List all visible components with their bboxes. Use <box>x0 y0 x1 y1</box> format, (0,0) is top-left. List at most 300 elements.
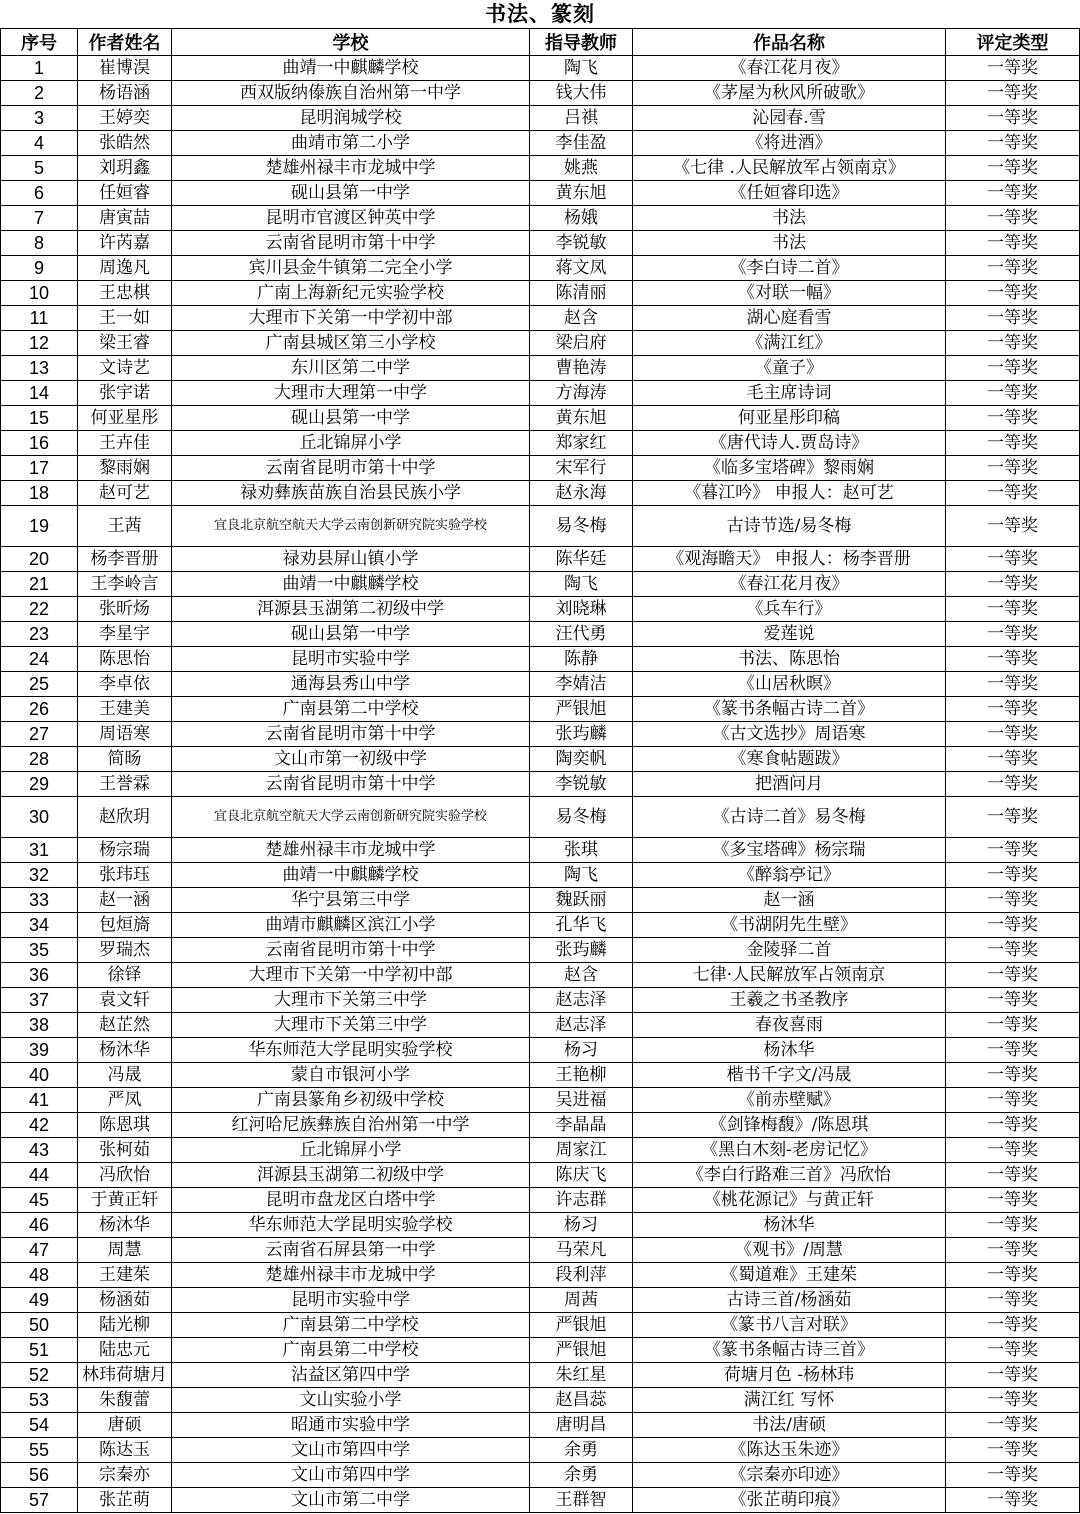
table-row <box>1 356 1080 381</box>
cell-work-title: 书法 <box>633 206 946 231</box>
table-row <box>1 1263 1080 1288</box>
cell-school: 大理市大理第一中学 <box>172 381 530 406</box>
cell-index: 2 <box>1 81 78 106</box>
table-row <box>1 963 1080 988</box>
cell-index: 24 <box>1 647 78 672</box>
cell-school: 洱源县玉湖第二初级中学 <box>172 597 530 622</box>
cell-teacher: 刘晓琳 <box>530 597 633 622</box>
cell-school: 砚山县第一中学 <box>172 622 530 647</box>
cell-author: 王李岭言 <box>78 572 172 597</box>
cell-index: 36 <box>1 963 78 988</box>
cell-author: 陆光柳 <box>78 1313 172 1338</box>
cell-teacher: 余勇 <box>530 1438 633 1463</box>
cell-teacher: 黄东旭 <box>530 406 633 431</box>
header-school: 学校 <box>172 29 530 56</box>
cell-school: 禄劝县屏山镇小学 <box>172 547 530 572</box>
table-row <box>1 913 1080 938</box>
cell-author: 徐铎 <box>78 963 172 988</box>
cell-author: 赵一涵 <box>78 888 172 913</box>
table-row <box>1 1188 1080 1213</box>
cell-school: 昆明润城学校 <box>172 106 530 131</box>
cell-work-title: 《兵车行》 <box>633 597 946 622</box>
cell-work-title: 《春江花月夜》 <box>633 572 946 597</box>
cell-award-type: 一等奖 <box>946 1438 1080 1463</box>
cell-work-title: 楷书千字文/冯晟 <box>633 1063 946 1088</box>
cell-teacher: 李婧洁 <box>530 672 633 697</box>
table-row <box>1 797 1080 838</box>
cell-teacher: 杨习 <box>530 1038 633 1063</box>
cell-author: 许芮嘉 <box>78 231 172 256</box>
cell-author: 陈达玉 <box>78 1438 172 1463</box>
table-row <box>1 1088 1080 1113</box>
cell-school: 昆明市官渡区钟英中学 <box>172 206 530 231</box>
cell-work-title: 《张芷萌印痕》 <box>633 1488 946 1513</box>
cell-teacher: 曹艳涛 <box>530 356 633 381</box>
cell-author: 周慧 <box>78 1238 172 1263</box>
table-header-row <box>1 29 1080 56</box>
table-row <box>1 306 1080 331</box>
cell-author: 赵欣玥 <box>78 797 172 838</box>
cell-index: 10 <box>1 281 78 306</box>
table-row <box>1 181 1080 206</box>
cell-school: 曲靖一中麒麟学校 <box>172 572 530 597</box>
cell-work-title: 《观海瞻天》 申报人：杨李晋册 <box>633 547 946 572</box>
cell-school: 大理市下关第三中学 <box>172 988 530 1013</box>
cell-teacher: 钱大伟 <box>530 81 633 106</box>
cell-school: 华东师范大学昆明实验学校 <box>172 1038 530 1063</box>
cell-work-title: 《陈达玉朱迹》 <box>633 1438 946 1463</box>
table-row <box>1 697 1080 722</box>
cell-teacher: 郑家红 <box>530 431 633 456</box>
cell-author: 杨沐华 <box>78 1213 172 1238</box>
cell-award-type: 一等奖 <box>946 938 1080 963</box>
cell-award-type: 一等奖 <box>946 547 1080 572</box>
cell-index: 46 <box>1 1213 78 1238</box>
cell-teacher: 陶飞 <box>530 863 633 888</box>
cell-work-title: 何亚星彤印稿 <box>633 406 946 431</box>
cell-author: 于黄正轩 <box>78 1188 172 1213</box>
cell-author: 周语寒 <box>78 722 172 747</box>
table-row <box>1 106 1080 131</box>
cell-teacher: 姚燕 <box>530 156 633 181</box>
cell-work-title: 《古文选抄》周语寒 <box>633 722 946 747</box>
cell-work-title: 《剑锋梅馥》/陈恩琪 <box>633 1113 946 1138</box>
cell-teacher: 余勇 <box>530 1463 633 1488</box>
cell-work-title: 古诗三首/杨涵茹 <box>633 1288 946 1313</box>
cell-author: 陈思怡 <box>78 647 172 672</box>
cell-school: 宾川县金牛镇第二完全小学 <box>172 256 530 281</box>
cell-award-type: 一等奖 <box>946 1413 1080 1438</box>
cell-index: 6 <box>1 181 78 206</box>
cell-work-title: 毛主席诗词 <box>633 381 946 406</box>
cell-work-title: 书法 <box>633 231 946 256</box>
cell-work-title: 《蜀道难》王建茱 <box>633 1263 946 1288</box>
cell-teacher: 杨娥 <box>530 206 633 231</box>
cell-school: 云南省昆明市第十中学 <box>172 772 530 797</box>
table-row <box>1 406 1080 431</box>
cell-author: 王卉佳 <box>78 431 172 456</box>
table-row <box>1 1038 1080 1063</box>
cell-author: 张芷萌 <box>78 1488 172 1513</box>
cell-index: 44 <box>1 1163 78 1188</box>
cell-award-type: 一等奖 <box>946 988 1080 1013</box>
cell-work-title: 满江红 写怀 <box>633 1388 946 1413</box>
table-row <box>1 838 1080 863</box>
cell-award-type: 一等奖 <box>946 381 1080 406</box>
cell-author: 林玮荷塘月 <box>78 1363 172 1388</box>
awards-table <box>0 28 1080 1513</box>
cell-index: 37 <box>1 988 78 1013</box>
cell-award-type: 一等奖 <box>946 722 1080 747</box>
table-row <box>1 1338 1080 1363</box>
cell-work-title: 《将进酒》 <box>633 131 946 156</box>
cell-school: 华东师范大学昆明实验学校 <box>172 1213 530 1238</box>
cell-school: 云南省昆明市第十中学 <box>172 456 530 481</box>
cell-work-title: 《宗秦亦印迹》 <box>633 1463 946 1488</box>
cell-teacher: 张玙麟 <box>530 938 633 963</box>
cell-school: 广南上海新纪元实验学校 <box>172 281 530 306</box>
cell-author: 赵芷然 <box>78 1013 172 1038</box>
cell-index: 8 <box>1 231 78 256</box>
cell-award-type: 一等奖 <box>946 1088 1080 1113</box>
table-row <box>1 1138 1080 1163</box>
cell-award-type: 一等奖 <box>946 838 1080 863</box>
cell-index: 9 <box>1 256 78 281</box>
table-row <box>1 1488 1080 1513</box>
cell-teacher: 王群智 <box>530 1488 633 1513</box>
cell-award-type: 一等奖 <box>946 1263 1080 1288</box>
cell-work-title: 《古诗二首》易冬梅 <box>633 797 946 838</box>
cell-teacher: 唐明昌 <box>530 1413 633 1438</box>
table-row <box>1 988 1080 1013</box>
table-row <box>1 281 1080 306</box>
cell-author: 唐寅喆 <box>78 206 172 231</box>
cell-work-title: 《书湖阴先生壁》 <box>633 913 946 938</box>
cell-index: 18 <box>1 481 78 506</box>
cell-award-type: 一等奖 <box>946 256 1080 281</box>
cell-school: 华宁县第三中学 <box>172 888 530 913</box>
cell-index: 23 <box>1 622 78 647</box>
cell-author: 简旸 <box>78 747 172 772</box>
cell-teacher: 严银旭 <box>530 1313 633 1338</box>
cell-school: 曲靖一中麒麟学校 <box>172 863 530 888</box>
table-row <box>1 1288 1080 1313</box>
cell-teacher: 易冬梅 <box>530 506 633 547</box>
cell-school: 红河哈尼族彝族自治州第一中学 <box>172 1113 530 1138</box>
cell-school: 砚山县第一中学 <box>172 406 530 431</box>
table-row <box>1 572 1080 597</box>
cell-index: 32 <box>1 863 78 888</box>
cell-work-title: 书法/唐硕 <box>633 1413 946 1438</box>
cell-author: 王婷奕 <box>78 106 172 131</box>
header-award-type: 评定类型 <box>946 29 1080 56</box>
cell-award-type: 一等奖 <box>946 597 1080 622</box>
cell-work-title: 荷塘月色 -杨林玮 <box>633 1363 946 1388</box>
cell-award-type: 一等奖 <box>946 1038 1080 1063</box>
cell-award-type: 一等奖 <box>946 1013 1080 1038</box>
cell-school: 文山实验小学 <box>172 1388 530 1413</box>
cell-teacher: 李锐敏 <box>530 231 633 256</box>
cell-author: 王建茱 <box>78 1263 172 1288</box>
cell-work-title: 《桃花源记》与黄正轩 <box>633 1188 946 1213</box>
cell-school: 广南县篆角乡初级中学校 <box>172 1088 530 1113</box>
cell-school: 曲靖市麒麟区滨江小学 <box>172 913 530 938</box>
cell-index: 25 <box>1 672 78 697</box>
cell-school: 广南县第二中学校 <box>172 697 530 722</box>
cell-work-title: 《唐代诗人.贾岛诗》 <box>633 431 946 456</box>
cell-award-type: 一等奖 <box>946 1488 1080 1513</box>
table-body <box>1 56 1080 1513</box>
cell-work-title: 《观书》/周慧 <box>633 1238 946 1263</box>
cell-author: 冯晟 <box>78 1063 172 1088</box>
table-row <box>1 1113 1080 1138</box>
cell-school: 广南县第二中学校 <box>172 1313 530 1338</box>
cell-school: 大理市下关第三中学 <box>172 1013 530 1038</box>
table-row <box>1 1238 1080 1263</box>
cell-work-title: 湖心庭看雪 <box>633 306 946 331</box>
cell-award-type: 一等奖 <box>946 1113 1080 1138</box>
cell-work-title: 《春江花月夜》 <box>633 56 946 81</box>
table-row <box>1 56 1080 81</box>
cell-school: 通海县秀山中学 <box>172 672 530 697</box>
cell-author: 王茜 <box>78 506 172 547</box>
cell-teacher: 周茜 <box>530 1288 633 1313</box>
cell-author: 张柯茹 <box>78 1138 172 1163</box>
table-row <box>1 156 1080 181</box>
cell-index: 14 <box>1 381 78 406</box>
cell-school: 大理市下关第一中学初中部 <box>172 963 530 988</box>
cell-author: 王一如 <box>78 306 172 331</box>
cell-school: 丘北锦屏小学 <box>172 1138 530 1163</box>
cell-teacher: 方海涛 <box>530 381 633 406</box>
cell-author: 严凤 <box>78 1088 172 1113</box>
cell-index: 53 <box>1 1388 78 1413</box>
cell-award-type: 一等奖 <box>946 1213 1080 1238</box>
cell-teacher: 严银旭 <box>530 697 633 722</box>
cell-work-title: 杨沐华 <box>633 1213 946 1238</box>
cell-teacher: 赵志泽 <box>530 988 633 1013</box>
cell-author: 杨语涵 <box>78 81 172 106</box>
cell-teacher: 赵永海 <box>530 481 633 506</box>
table-row <box>1 506 1080 547</box>
cell-author: 朱馥蕾 <box>78 1388 172 1413</box>
cell-school: 文山市第四中学 <box>172 1438 530 1463</box>
cell-index: 29 <box>1 772 78 797</box>
cell-teacher: 黄东旭 <box>530 181 633 206</box>
cell-index: 19 <box>1 506 78 547</box>
cell-award-type: 一等奖 <box>946 1238 1080 1263</box>
cell-school: 宜良北京航空航天大学云南创新研究院实验学校 <box>172 506 530 547</box>
cell-award-type: 一等奖 <box>946 1063 1080 1088</box>
cell-index: 40 <box>1 1063 78 1088</box>
cell-teacher: 赵昌蕊 <box>530 1388 633 1413</box>
cell-author: 王建美 <box>78 697 172 722</box>
cell-author: 崔博淏 <box>78 56 172 81</box>
table-row <box>1 456 1080 481</box>
cell-school: 文山市第一初级中学 <box>172 747 530 772</box>
cell-teacher: 李晶晶 <box>530 1113 633 1138</box>
table-row <box>1 597 1080 622</box>
cell-school: 沾益区第四中学 <box>172 1363 530 1388</box>
cell-teacher: 宋军行 <box>530 456 633 481</box>
cell-index: 15 <box>1 406 78 431</box>
cell-work-title: 《对联一幅》 <box>633 281 946 306</box>
cell-work-title: 《暮江吟》 申报人：赵可艺 <box>633 481 946 506</box>
cell-teacher: 陶奕帆 <box>530 747 633 772</box>
cell-author: 杨涵茹 <box>78 1288 172 1313</box>
cell-author: 杨宗瑞 <box>78 838 172 863</box>
cell-index: 12 <box>1 331 78 356</box>
page-title: 书法、篆刻 <box>485 1 595 26</box>
header-work-title: 作品名称 <box>633 29 946 56</box>
cell-index: 28 <box>1 747 78 772</box>
table-row <box>1 1388 1080 1413</box>
cell-award-type: 一等奖 <box>946 1163 1080 1188</box>
cell-work-title: 把酒问月 <box>633 772 946 797</box>
cell-index: 55 <box>1 1438 78 1463</box>
cell-award-type: 一等奖 <box>946 1463 1080 1488</box>
table-row <box>1 381 1080 406</box>
table-row <box>1 431 1080 456</box>
table-row <box>1 331 1080 356</box>
cell-award-type: 一等奖 <box>946 281 1080 306</box>
cell-award-type: 一等奖 <box>946 622 1080 647</box>
cell-work-title: 七律·人民解放军占领南京 <box>633 963 946 988</box>
cell-work-title: 赵一涵 <box>633 888 946 913</box>
table-row <box>1 747 1080 772</box>
cell-award-type: 一等奖 <box>946 456 1080 481</box>
cell-index: 50 <box>1 1313 78 1338</box>
cell-index: 31 <box>1 838 78 863</box>
cell-index: 34 <box>1 913 78 938</box>
cell-index: 45 <box>1 1188 78 1213</box>
cell-index: 22 <box>1 597 78 622</box>
cell-school: 昆明市盘龙区白塔中学 <box>172 1188 530 1213</box>
table-row <box>1 772 1080 797</box>
cell-author: 唐硕 <box>78 1413 172 1438</box>
cell-award-type: 一等奖 <box>946 572 1080 597</box>
cell-index: 38 <box>1 1013 78 1038</box>
cell-index: 13 <box>1 356 78 381</box>
cell-index: 1 <box>1 56 78 81</box>
table-row <box>1 863 1080 888</box>
cell-index: 54 <box>1 1413 78 1438</box>
cell-work-title: 《七律 .人民解放军占领南京》 <box>633 156 946 181</box>
cell-school: 楚雄州禄丰市龙城中学 <box>172 1263 530 1288</box>
cell-index: 42 <box>1 1113 78 1138</box>
cell-author: 杨沐华 <box>78 1038 172 1063</box>
table-row <box>1 1363 1080 1388</box>
cell-work-title: 《篆书条幅古诗二首》 <box>633 697 946 722</box>
table-row <box>1 622 1080 647</box>
cell-author: 张宇诺 <box>78 381 172 406</box>
header-index: 序号 <box>1 29 78 56</box>
cell-work-title: 《童子》 <box>633 356 946 381</box>
table-row <box>1 672 1080 697</box>
cell-index: 21 <box>1 572 78 597</box>
cell-author: 王誉霖 <box>78 772 172 797</box>
cell-teacher: 陈华廷 <box>530 547 633 572</box>
cell-award-type: 一等奖 <box>946 81 1080 106</box>
cell-school: 丘北锦屏小学 <box>172 431 530 456</box>
cell-award-type: 一等奖 <box>946 1288 1080 1313</box>
cell-school: 广南县第二中学校 <box>172 1338 530 1363</box>
table-row <box>1 888 1080 913</box>
cell-index: 41 <box>1 1088 78 1113</box>
cell-award-type: 一等奖 <box>946 913 1080 938</box>
cell-teacher: 陶飞 <box>530 56 633 81</box>
cell-school: 楚雄州禄丰市龙城中学 <box>172 156 530 181</box>
cell-teacher: 吴进福 <box>530 1088 633 1113</box>
cell-index: 7 <box>1 206 78 231</box>
cell-work-title: 《任姮睿印选》 <box>633 181 946 206</box>
cell-award-type: 一等奖 <box>946 1338 1080 1363</box>
cell-school: 曲靖市第二小学 <box>172 131 530 156</box>
cell-teacher: 陶飞 <box>530 572 633 597</box>
cell-index: 52 <box>1 1363 78 1388</box>
cell-school: 昆明市实验中学 <box>172 1288 530 1313</box>
cell-teacher: 张玙麟 <box>530 722 633 747</box>
cell-author: 刘玥鑫 <box>78 156 172 181</box>
cell-award-type: 一等奖 <box>946 106 1080 131</box>
cell-school: 禄劝彝族苗族自治县民族小学 <box>172 481 530 506</box>
cell-school: 蒙自市银河小学 <box>172 1063 530 1088</box>
cell-index: 11 <box>1 306 78 331</box>
cell-index: 4 <box>1 131 78 156</box>
cell-author: 李卓依 <box>78 672 172 697</box>
cell-award-type: 一等奖 <box>946 647 1080 672</box>
cell-work-title: 金陵驿二首 <box>633 938 946 963</box>
cell-teacher: 陈清丽 <box>530 281 633 306</box>
cell-award-type: 一等奖 <box>946 1138 1080 1163</box>
cell-school: 东川区第二中学 <box>172 356 530 381</box>
cell-work-title: 杨沐华 <box>633 1038 946 1063</box>
cell-award-type: 一等奖 <box>946 206 1080 231</box>
cell-teacher: 孔华飞 <box>530 913 633 938</box>
table-row <box>1 1463 1080 1488</box>
cell-index: 5 <box>1 156 78 181</box>
cell-teacher: 许志群 <box>530 1188 633 1213</box>
cell-teacher: 蒋文凤 <box>530 256 633 281</box>
cell-author: 张皓然 <box>78 131 172 156</box>
cell-school: 广南县城区第三小学校 <box>172 331 530 356</box>
cell-index: 43 <box>1 1138 78 1163</box>
cell-work-title: 《篆书八言对联》 <box>633 1313 946 1338</box>
cell-teacher: 周家江 <box>530 1138 633 1163</box>
cell-teacher: 赵含 <box>530 306 633 331</box>
cell-teacher: 张琪 <box>530 838 633 863</box>
cell-work-title: 《李白诗二首》 <box>633 256 946 281</box>
table-row <box>1 1313 1080 1338</box>
cell-teacher: 魏跃丽 <box>530 888 633 913</box>
cell-author: 黎雨娴 <box>78 456 172 481</box>
cell-work-title: 《前赤壁赋》 <box>633 1088 946 1113</box>
header-author: 作者姓名 <box>78 29 172 56</box>
cell-work-title: 《临多宝塔碑》黎雨娴 <box>633 456 946 481</box>
cell-work-title: 《篆书条幅古诗三首》 <box>633 1338 946 1363</box>
cell-award-type: 一等奖 <box>946 406 1080 431</box>
cell-index: 51 <box>1 1338 78 1363</box>
cell-author: 袁文轩 <box>78 988 172 1013</box>
cell-author: 陈恩琪 <box>78 1113 172 1138</box>
cell-work-title: 《黑白木刻-老房记忆》 <box>633 1138 946 1163</box>
cell-work-title: 王羲之书圣教序 <box>633 988 946 1013</box>
cell-award-type: 一等奖 <box>946 356 1080 381</box>
table-row <box>1 547 1080 572</box>
cell-school: 宜良北京航空航天大学云南创新研究院实验学校 <box>172 797 530 838</box>
cell-work-title: 爱莲说 <box>633 622 946 647</box>
cell-award-type: 一等奖 <box>946 863 1080 888</box>
